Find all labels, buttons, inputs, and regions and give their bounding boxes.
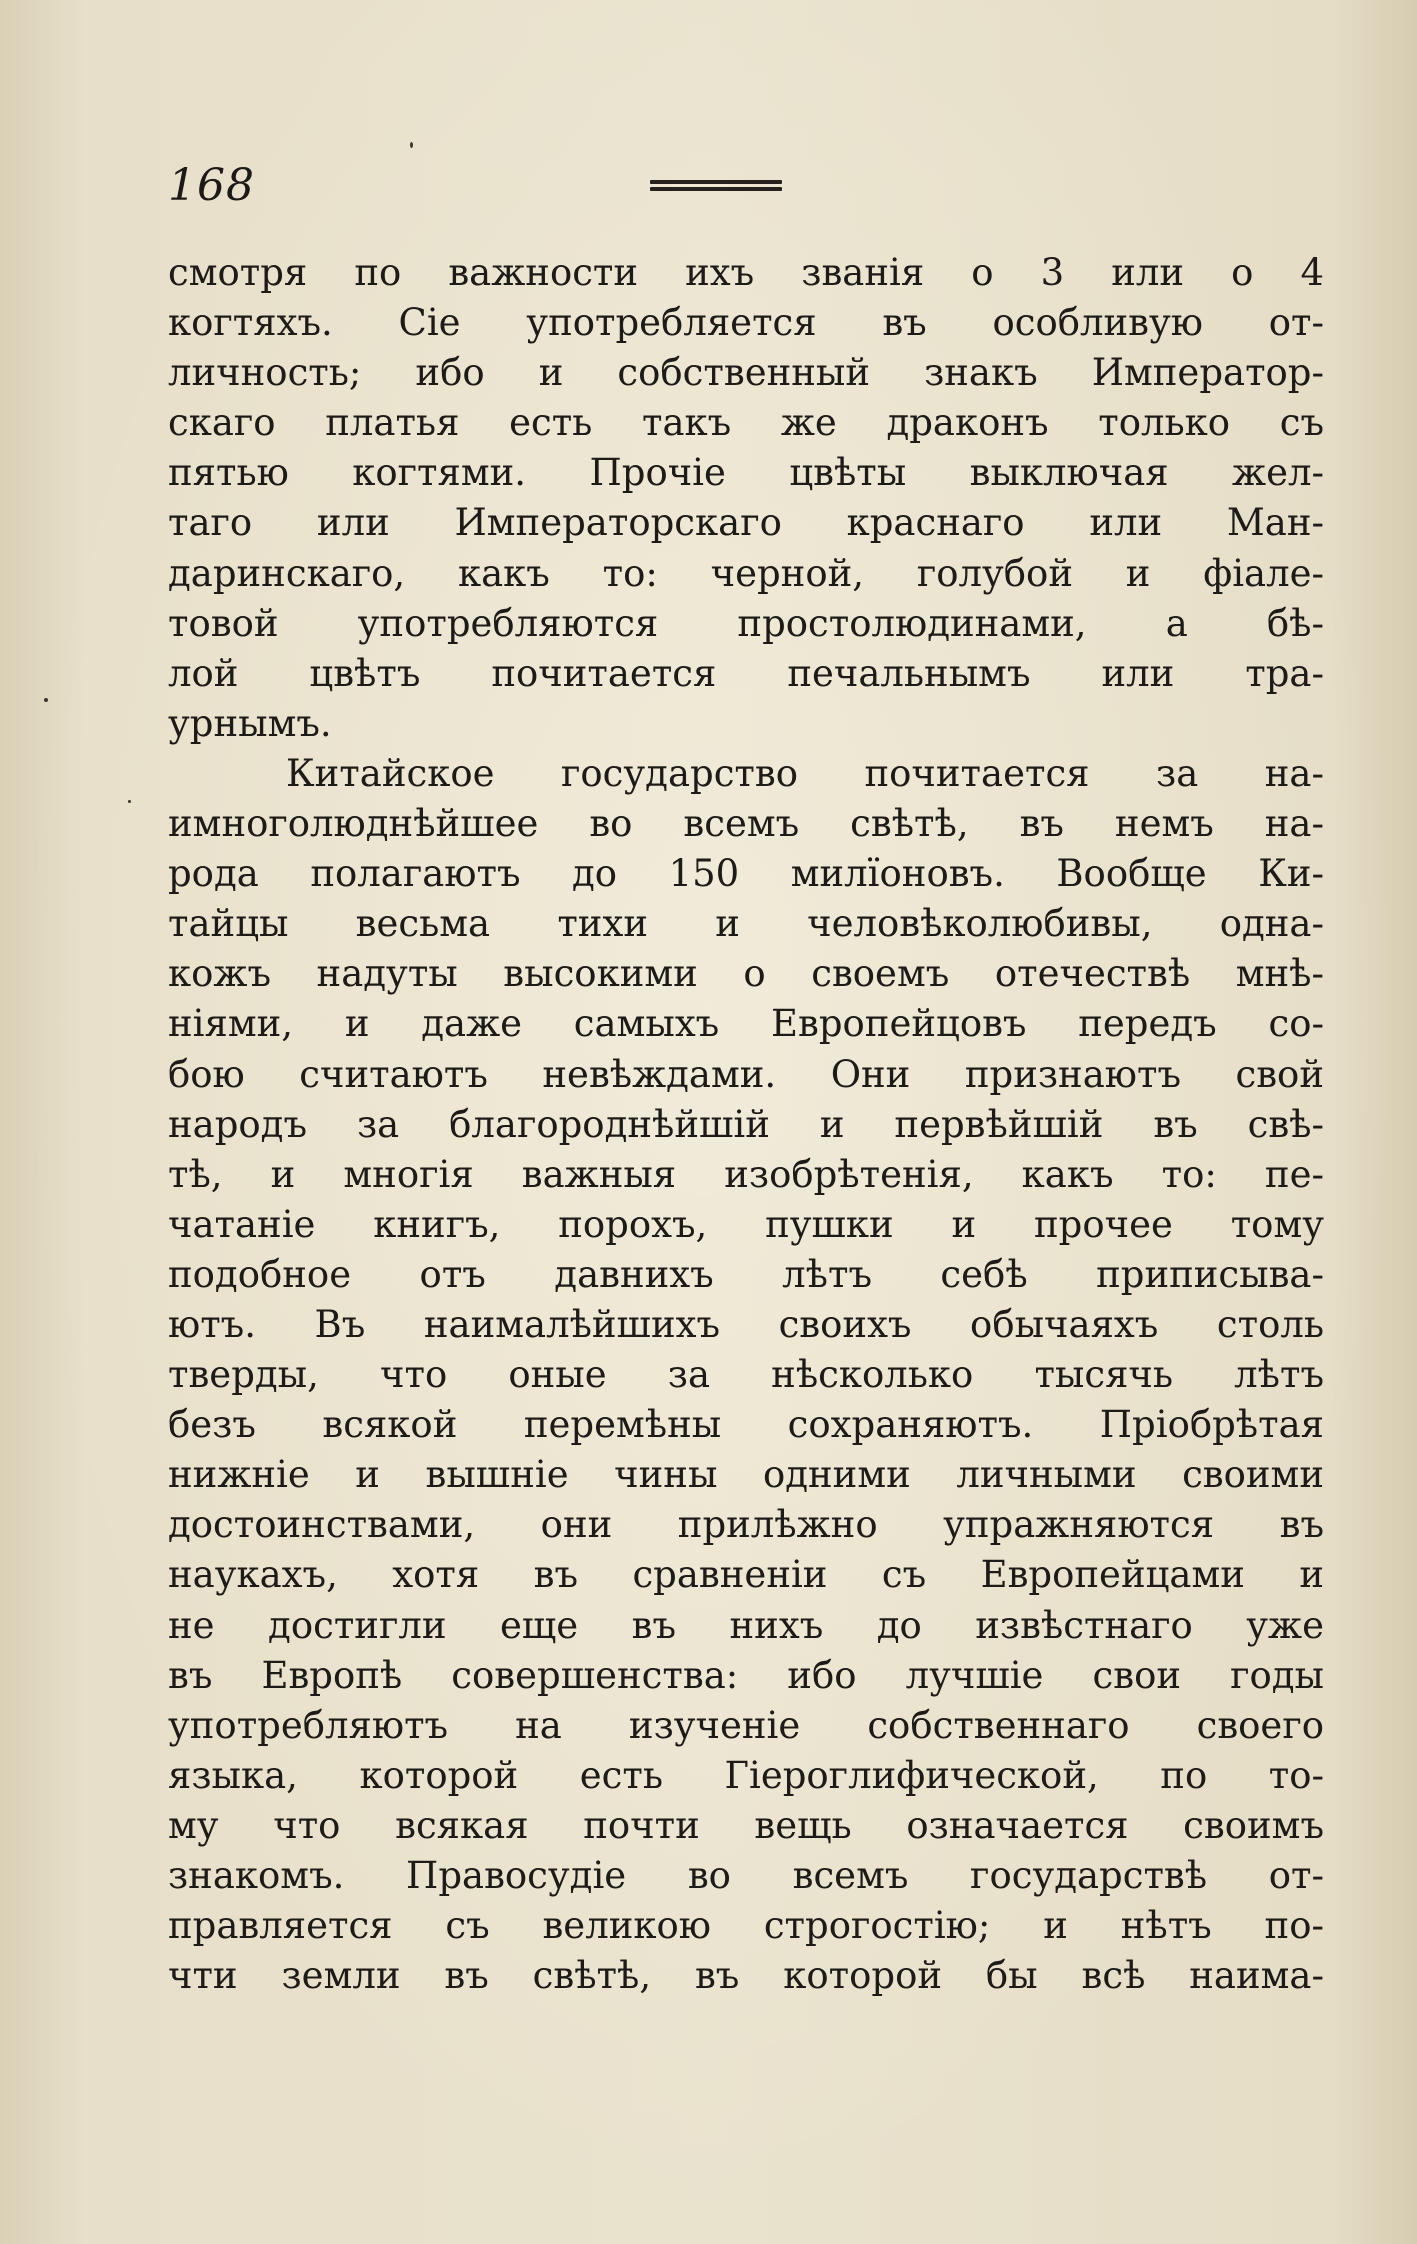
text-line: тѣ, и многія важныя изобрѣтенія, какъ то: пе- xyxy=(168,1152,1324,1196)
text-line: въ Европѣ совершенства: ибо лучшіе свои годы xyxy=(168,1653,1324,1697)
text-line: достоинствами, они прилѣжно упражняются въ xyxy=(168,1503,1324,1547)
text-line: чти земли въ свѣтѣ, въ которой бы всѣ наима- xyxy=(168,1954,1324,1998)
text-line: рода полагаютъ до 150 милїоновъ. Вообще Ки- xyxy=(168,852,1324,896)
text-line: бою считаютъ невѣждами. Они признаютъ свой xyxy=(168,1052,1324,1096)
text-line: когтяхъ. Сіе употребляется въ особливую от- xyxy=(168,301,1324,345)
paragraph-start-line: Китайское государство почитается за на- xyxy=(286,751,1324,795)
text-line: товой употребляются простолюдинами, а бѣ- xyxy=(168,601,1324,645)
text-line: скаго платья есть такъ же драконъ только съ xyxy=(168,401,1324,445)
text-line: лой цвѣтъ почитается печальнымъ или тра- xyxy=(168,651,1324,695)
text-line: личность; ибо и собственный знакъ Император- xyxy=(168,351,1324,395)
ornament-bar-top xyxy=(650,180,782,184)
text-line: тверды, что оные за нѣсколько тысячь лѣтъ xyxy=(168,1353,1324,1397)
ornament-bar-bottom xyxy=(650,187,782,191)
text-line: смотря по важности ихъ званія о 3 или о 4 xyxy=(168,251,1324,294)
text-line: наукахъ, хотя въ сравненіи съ Европейцами и xyxy=(168,1553,1324,1597)
text-line: даринскаго, какъ то: черной, голубой и фіале- xyxy=(168,551,1324,595)
text-line: не достигли еще въ нихъ до извѣстнаго уже xyxy=(168,1603,1324,1647)
text-line: ніями, и даже самыхъ Европейцовъ передъ со- xyxy=(168,1002,1324,1046)
paragraph-end-line: урнымъ. xyxy=(168,701,332,745)
text-line: тайцы весьма тихи и человѣколюбивы, одна- xyxy=(168,902,1324,946)
text-line: знакомъ. Правосудіе во всемъ государствѣ от- xyxy=(168,1854,1324,1897)
text-line: имноголюднѣйшее во всемъ свѣтѣ, въ немъ на- xyxy=(168,802,1324,846)
text-line: таго или Императорскаго краснаго или Ман- xyxy=(168,501,1324,545)
text-line: пятью когтями. Прочіе цвѣты выключая жел- xyxy=(168,451,1324,495)
text-line: нижніе и вышніе чины одними личными своими xyxy=(168,1453,1324,1497)
text-line: чатаніе книгъ, порохъ, пушки и прочее тому xyxy=(168,1202,1324,1246)
print-speck xyxy=(128,800,131,803)
text-line: употребляютъ на изученіе собственнаго своего xyxy=(168,1703,1324,1747)
page-number: 168 xyxy=(168,160,255,211)
header-ornament-rule xyxy=(650,180,782,194)
print-speck xyxy=(410,142,413,148)
print-speck xyxy=(44,698,48,702)
text-line: му что всякая почти вещь означается своимъ xyxy=(168,1803,1324,1847)
text-line: безъ всякой перемѣны сохраняютъ. Пріобрѣтая xyxy=(168,1403,1324,1447)
text-line: подобное отъ давнихъ лѣтъ себѣ приписыва- xyxy=(168,1252,1324,1296)
page-header xyxy=(168,160,1328,220)
text-line: народъ за благороднѣйшій и первѣйшій въ свѣ- xyxy=(168,1102,1324,1146)
text-line: языка, которой есть Гіероглифической, по то- xyxy=(168,1753,1324,1797)
text-line: ютъ. Въ наималѣйшихъ своихъ обычаяхъ столь xyxy=(168,1302,1324,1346)
body-text xyxy=(168,248,1324,2001)
text-line: кожъ надуты высокими о своемъ отечествѣ мнѣ- xyxy=(168,952,1324,996)
text-line: правляется съ великою строгостію; и нѣтъ по- xyxy=(168,1904,1324,1948)
